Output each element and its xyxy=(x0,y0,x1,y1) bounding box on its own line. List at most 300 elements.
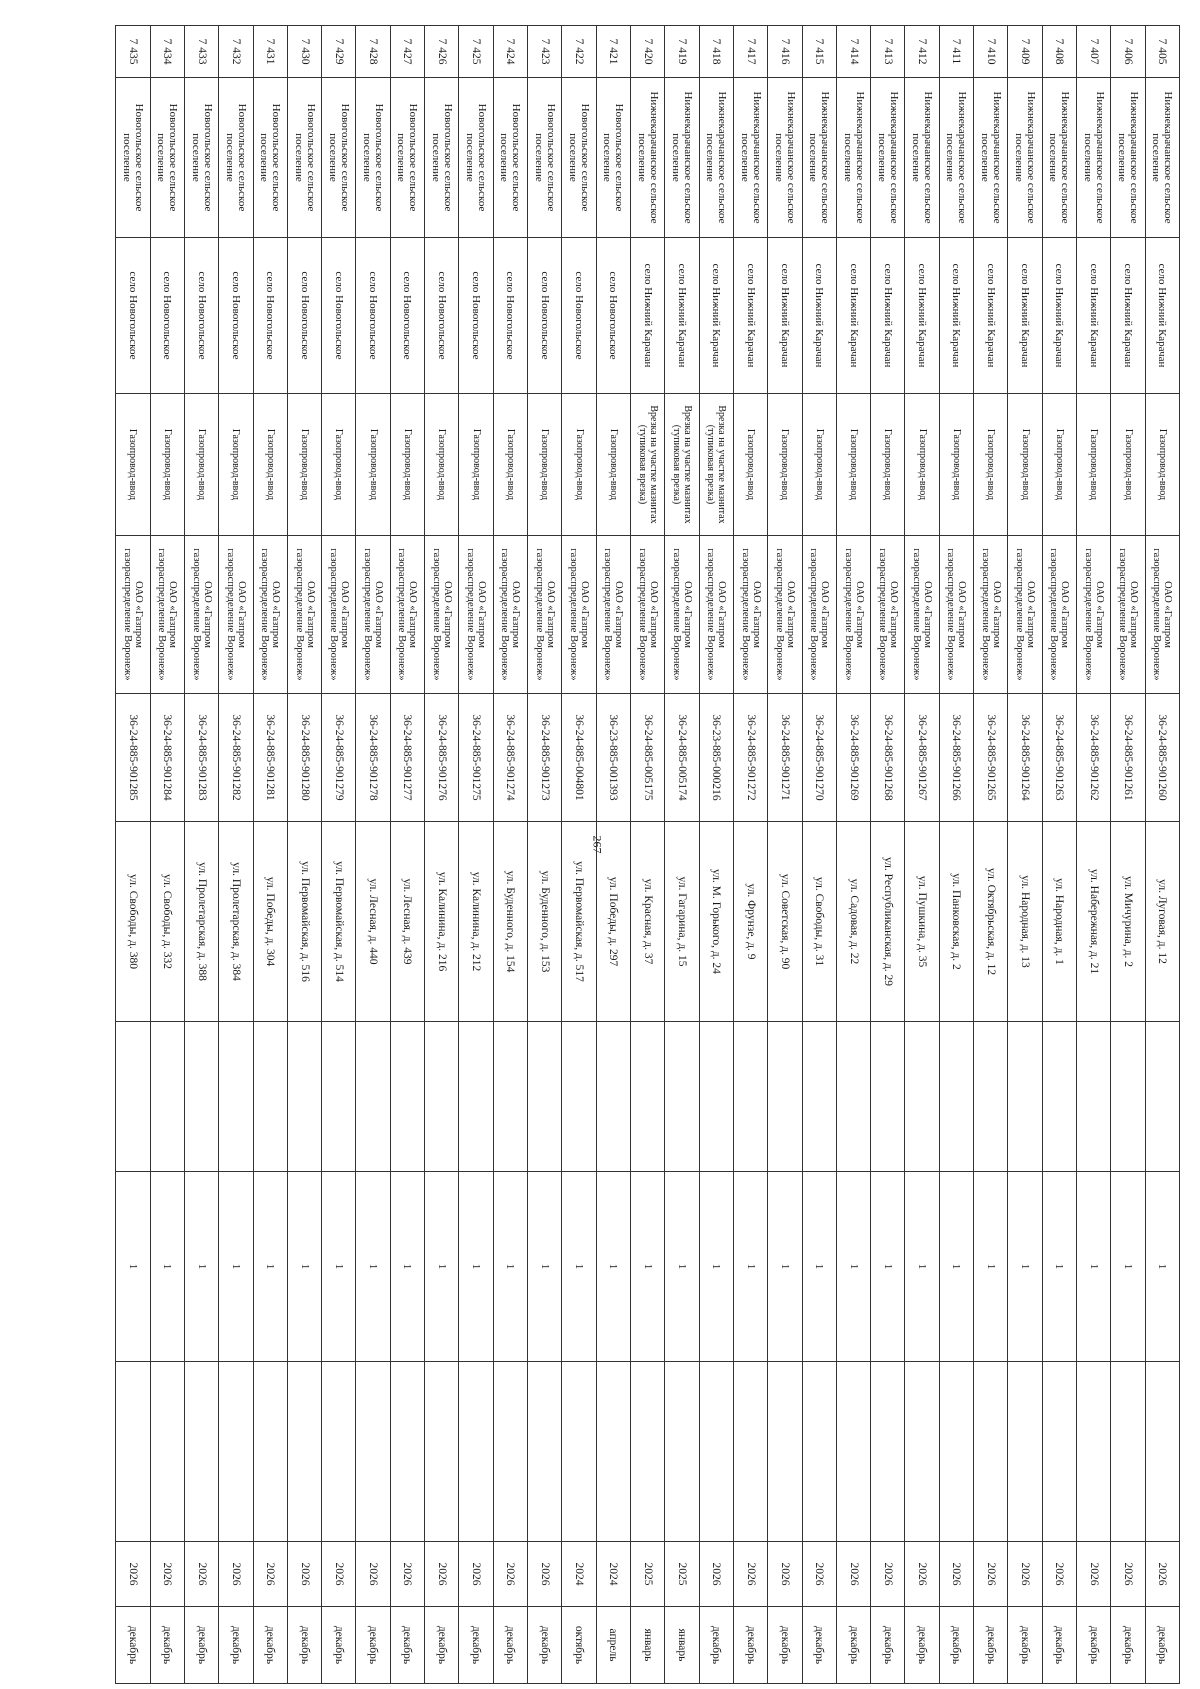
year-cell: 2026 xyxy=(836,1542,870,1607)
settlement-cell: Нижнекарачанское сельское поселение xyxy=(665,78,699,238)
page-number: 267 xyxy=(590,835,605,854)
owner-cell: ОАО «Газпром газораспределение Воронеж» xyxy=(1111,536,1145,694)
year-cell: 2024 xyxy=(562,1542,596,1607)
row-number: 7 417 xyxy=(733,26,767,78)
empty-cell xyxy=(939,1362,973,1542)
empty-cell xyxy=(596,1022,630,1172)
owner-cell: ОАО «Газпром газораспределение Воронеж» xyxy=(1077,536,1111,694)
quantity-cell: 1 xyxy=(390,1172,424,1362)
locality-cell: село Новогольское xyxy=(459,238,493,394)
locality-cell: село Новогольское xyxy=(493,238,527,394)
year-cell: 2026 xyxy=(459,1542,493,1607)
cadastral-number-cell: 36-24-885-901263 xyxy=(1042,694,1076,822)
cadastral-number-cell: 36-24-885-901284 xyxy=(150,694,184,822)
address-cell: ул. Лесная, д. 440 xyxy=(356,822,390,1022)
month-cell: декабрь xyxy=(1042,1607,1076,1684)
cadastral-number-cell: 36-24-885-901275 xyxy=(459,694,493,822)
table-row xyxy=(1042,26,1076,1684)
quantity-cell: 1 xyxy=(768,1172,802,1362)
settlement-cell: Нижнекарачанское сельское поселение xyxy=(733,78,767,238)
settlement-cell: Новогольское сельское поселение xyxy=(528,78,562,238)
address-cell: ул. Победы, д. 297 xyxy=(596,822,630,1022)
locality-cell: село Новогольское xyxy=(116,238,151,394)
settlement-cell: Новогольское сельское поселение xyxy=(219,78,253,238)
owner-cell: ОАО «Газпром газораспределение Воронеж» xyxy=(253,536,287,694)
address-cell: ул. Буденного, д. 154 xyxy=(493,822,527,1022)
year-cell: 2026 xyxy=(219,1542,253,1607)
cadastral-number-cell: 36-24-885-901265 xyxy=(974,694,1008,822)
owner-cell: ОАО «Газпром газораспределение Воронеж» xyxy=(905,536,939,694)
table-row xyxy=(1077,26,1111,1684)
table-row xyxy=(253,26,287,1684)
month-cell: декабрь xyxy=(425,1607,459,1684)
month-cell: декабрь xyxy=(1008,1607,1042,1684)
quantity-cell: 1 xyxy=(665,1172,699,1362)
settlement-cell: Нижнекарачанское сельское поселение xyxy=(974,78,1008,238)
owner-cell: ОАО «Газпром газораспределение Воронеж» xyxy=(562,536,596,694)
row-number: 7 428 xyxy=(356,26,390,78)
year-cell: 2026 xyxy=(493,1542,527,1607)
quantity-cell: 1 xyxy=(1111,1172,1145,1362)
empty-cell xyxy=(459,1022,493,1172)
quantity-cell: 1 xyxy=(871,1172,905,1362)
empty-cell xyxy=(253,1022,287,1172)
empty-cell xyxy=(836,1362,870,1542)
table-row xyxy=(528,26,562,1684)
month-cell: декабрь xyxy=(1145,1607,1179,1684)
locality-cell: село Нижний Карачан xyxy=(1111,238,1145,394)
year-cell: 2026 xyxy=(733,1542,767,1607)
quantity-cell: 1 xyxy=(1008,1172,1042,1362)
locality-cell: село Нижний Карачан xyxy=(733,238,767,394)
quantity-cell: 1 xyxy=(1042,1172,1076,1362)
year-cell: 2026 xyxy=(871,1542,905,1607)
owner-cell: ОАО «Газпром газораспределение Воронеж» xyxy=(116,536,151,694)
cadastral-number-cell: 36-24-885-901269 xyxy=(836,694,870,822)
locality-cell: село Нижний Карачан xyxy=(974,238,1008,394)
object-type-cell: Газопровод-ввод xyxy=(733,394,767,536)
address-cell: ул. Первомайская, д. 517 xyxy=(562,822,596,1022)
table-row xyxy=(974,26,1008,1684)
empty-cell xyxy=(631,1022,665,1172)
row-number: 7 425 xyxy=(459,26,493,78)
quantity-cell: 1 xyxy=(1077,1172,1111,1362)
empty-cell xyxy=(150,1022,184,1172)
locality-cell: село Нижний Карачан xyxy=(802,238,836,394)
month-cell: декабрь xyxy=(253,1607,287,1684)
cadastral-number-cell: 36-23-885-001393 xyxy=(596,694,630,822)
settlement-cell: Нижнекарачанское сельское поселение xyxy=(871,78,905,238)
empty-cell xyxy=(802,1362,836,1542)
cadastral-number-cell: 36-24-885-901281 xyxy=(253,694,287,822)
address-cell: ул. Октябрьская, д. 12 xyxy=(974,822,1008,1022)
table-row xyxy=(1111,26,1145,1684)
address-cell: ул. Свободы, д. 31 xyxy=(802,822,836,1022)
cadastral-number-cell: 36-24-885-901283 xyxy=(184,694,218,822)
settlement-cell: Новогольское сельское поселение xyxy=(253,78,287,238)
year-cell: 2026 xyxy=(1008,1542,1042,1607)
locality-cell: село Новогольское xyxy=(150,238,184,394)
settlement-cell: Новогольское сельское поселение xyxy=(150,78,184,238)
year-cell: 2025 xyxy=(665,1542,699,1607)
month-cell: декабрь xyxy=(219,1607,253,1684)
cadastral-number-cell: 36-24-885-901262 xyxy=(1077,694,1111,822)
empty-cell xyxy=(1145,1362,1179,1542)
cadastral-number-cell: 36-24-885-005175 xyxy=(631,694,665,822)
row-number: 7 406 xyxy=(1111,26,1145,78)
owner-cell: ОАО «Газпром газораспределение Воронеж» xyxy=(733,536,767,694)
quantity-cell: 1 xyxy=(287,1172,321,1362)
row-number: 7 431 xyxy=(253,26,287,78)
empty-cell xyxy=(1042,1362,1076,1542)
month-cell: декабрь xyxy=(974,1607,1008,1684)
object-type-cell: Газопровод-ввод xyxy=(802,394,836,536)
object-type-cell: Газопровод-ввод xyxy=(287,394,321,536)
year-cell: 2026 xyxy=(390,1542,424,1607)
table-row xyxy=(871,26,905,1684)
empty-cell xyxy=(219,1362,253,1542)
locality-cell: село Новогольское xyxy=(253,238,287,394)
empty-cell xyxy=(150,1362,184,1542)
owner-cell: ОАО «Газпром газораспределение Воронеж» xyxy=(665,536,699,694)
table-row xyxy=(562,26,596,1684)
address-cell: ул. Пушкина, д. 35 xyxy=(905,822,939,1022)
quantity-cell: 1 xyxy=(219,1172,253,1362)
year-cell: 2026 xyxy=(974,1542,1008,1607)
year-cell: 2026 xyxy=(253,1542,287,1607)
month-cell: декабрь xyxy=(287,1607,321,1684)
cadastral-number-cell: 36-24-885-901272 xyxy=(733,694,767,822)
month-cell: апрель xyxy=(596,1607,630,1684)
owner-cell: ОАО «Газпром газораспределение Воронеж» xyxy=(1042,536,1076,694)
settlement-cell: Новогольское сельское поселение xyxy=(287,78,321,238)
locality-cell: село Нижний Карачан xyxy=(905,238,939,394)
empty-cell xyxy=(528,1362,562,1542)
cadastral-number-cell: 36-24-885-901277 xyxy=(390,694,424,822)
address-cell: ул. Фрунзе, д. 9 xyxy=(733,822,767,1022)
year-cell: 2026 xyxy=(425,1542,459,1607)
locality-cell: село Нижний Карачан xyxy=(699,238,733,394)
year-cell: 2026 xyxy=(905,1542,939,1607)
address-cell: ул. Луговая, д. 12 xyxy=(1145,822,1179,1022)
object-type-cell: Газопровод-ввод xyxy=(871,394,905,536)
settlement-cell: Новогольское сельское поселение xyxy=(116,78,151,238)
row-number: 7 411 xyxy=(939,26,973,78)
locality-cell: село Новогольское xyxy=(322,238,356,394)
table-row xyxy=(390,26,424,1684)
empty-cell xyxy=(184,1362,218,1542)
table-row xyxy=(733,26,767,1684)
table-row xyxy=(219,26,253,1684)
quantity-cell: 1 xyxy=(562,1172,596,1362)
empty-cell xyxy=(665,1362,699,1542)
year-cell: 2026 xyxy=(699,1542,733,1607)
row-number: 7 426 xyxy=(425,26,459,78)
row-number: 7 413 xyxy=(871,26,905,78)
object-type-cell: Газопровод-ввод xyxy=(493,394,527,536)
empty-cell xyxy=(939,1022,973,1172)
row-number: 7 414 xyxy=(836,26,870,78)
year-cell: 2026 xyxy=(287,1542,321,1607)
settlement-cell: Новогольское сельское поселение xyxy=(459,78,493,238)
settlement-cell: Новогольское сельское поселение xyxy=(596,78,630,238)
month-cell: декабрь xyxy=(733,1607,767,1684)
empty-cell xyxy=(1077,1362,1111,1542)
row-number: 7 412 xyxy=(905,26,939,78)
object-type-cell: Газопровод-ввод xyxy=(939,394,973,536)
month-cell: декабрь xyxy=(905,1607,939,1684)
cadastral-number-cell: 36-24-885-901274 xyxy=(493,694,527,822)
table-row xyxy=(939,26,973,1684)
year-cell: 2025 xyxy=(631,1542,665,1607)
month-cell: декабрь xyxy=(184,1607,218,1684)
settlement-cell: Нижнекарачанское сельское поселение xyxy=(905,78,939,238)
quantity-cell: 1 xyxy=(253,1172,287,1362)
row-number: 7 416 xyxy=(768,26,802,78)
empty-cell xyxy=(562,1022,596,1172)
object-type-cell: Газопровод-ввод xyxy=(1145,394,1179,536)
address-cell: ул. Мичурина, д. 2 xyxy=(1111,822,1145,1022)
object-type-cell: Газопровод-ввод xyxy=(322,394,356,536)
object-type-cell: Газопровод-ввод xyxy=(219,394,253,536)
empty-cell xyxy=(425,1022,459,1172)
quantity-cell: 1 xyxy=(322,1172,356,1362)
month-cell: декабрь xyxy=(459,1607,493,1684)
empty-cell xyxy=(493,1022,527,1172)
locality-cell: село Нижний Карачан xyxy=(1077,238,1111,394)
locality-cell: село Новогольское xyxy=(390,238,424,394)
object-type-cell: Газопровод-ввод xyxy=(390,394,424,536)
row-number: 7 432 xyxy=(219,26,253,78)
address-cell: ул. Лесная, д. 439 xyxy=(390,822,424,1022)
table-row xyxy=(459,26,493,1684)
year-cell: 2026 xyxy=(1111,1542,1145,1607)
address-cell: ул. Калинина, д. 212 xyxy=(459,822,493,1022)
object-type-cell: Газопровод-ввод xyxy=(562,394,596,536)
month-cell: декабрь xyxy=(836,1607,870,1684)
table-row xyxy=(836,26,870,1684)
address-cell: ул. Народная, д. 13 xyxy=(1008,822,1042,1022)
address-cell: ул. Гагарина, д. 15 xyxy=(665,822,699,1022)
settlement-cell: Нижнекарачанское сельское поселение xyxy=(1077,78,1111,238)
quantity-cell: 1 xyxy=(596,1172,630,1362)
quantity-cell: 1 xyxy=(905,1172,939,1362)
empty-cell xyxy=(1111,1362,1145,1542)
table-row xyxy=(768,26,802,1684)
table-row xyxy=(631,26,665,1684)
settlement-cell: Нижнекарачанское сельское поселение xyxy=(1008,78,1042,238)
year-cell: 2026 xyxy=(150,1542,184,1607)
row-number: 7 407 xyxy=(1077,26,1111,78)
table-row xyxy=(356,26,390,1684)
owner-cell: ОАО «Газпром газораспределение Воронеж» xyxy=(219,536,253,694)
owner-cell: ОАО «Газпром газораспределение Воронеж» xyxy=(836,536,870,694)
cadastral-number-cell: 36-24-885-901268 xyxy=(871,694,905,822)
empty-cell xyxy=(1042,1022,1076,1172)
settlement-cell: Новогольское сельское поселение xyxy=(425,78,459,238)
object-type-cell: Газопровод-ввод xyxy=(425,394,459,536)
table-row xyxy=(116,26,151,1684)
address-cell: ул. Свободы, д. 332 xyxy=(150,822,184,1022)
cadastral-number-cell: 36-24-885-901279 xyxy=(322,694,356,822)
address-cell: ул. Калинина, д. 216 xyxy=(425,822,459,1022)
cadastral-number-cell: 36-24-885-901273 xyxy=(528,694,562,822)
object-type-cell: Газопровод-ввод xyxy=(1042,394,1076,536)
locality-cell: село Новогольское xyxy=(425,238,459,394)
empty-cell xyxy=(871,1022,905,1172)
address-cell: ул. Буденного, д. 153 xyxy=(528,822,562,1022)
object-type-cell: Газопровод-ввод xyxy=(253,394,287,536)
year-cell: 2026 xyxy=(1077,1542,1111,1607)
table-row xyxy=(699,26,733,1684)
year-cell: 2026 xyxy=(528,1542,562,1607)
settlement-cell: Нижнекарачанское сельское поселение xyxy=(802,78,836,238)
empty-cell xyxy=(116,1022,151,1172)
locality-cell: село Новогольское xyxy=(287,238,321,394)
locality-cell: село Новогольское xyxy=(562,238,596,394)
empty-cell xyxy=(356,1362,390,1542)
empty-cell xyxy=(528,1022,562,1172)
empty-cell xyxy=(116,1362,151,1542)
empty-cell xyxy=(322,1022,356,1172)
empty-cell xyxy=(905,1022,939,1172)
table-row xyxy=(596,26,630,1684)
address-cell: ул. Республиканская, д. 29 xyxy=(871,822,905,1022)
owner-cell: ОАО «Газпром газораспределение Воронеж» xyxy=(184,536,218,694)
locality-cell: село Нижний Карачан xyxy=(1145,238,1179,394)
register-sheet xyxy=(115,25,1180,1683)
month-cell: декабрь xyxy=(939,1607,973,1684)
empty-cell xyxy=(390,1022,424,1172)
year-cell: 2024 xyxy=(596,1542,630,1607)
year-cell: 2026 xyxy=(768,1542,802,1607)
object-type-cell: Газопровод-ввод xyxy=(1008,394,1042,536)
object-type-cell: Врезка на участке мазнитах (тупиковая врезка) xyxy=(631,394,665,536)
month-cell: декабрь xyxy=(150,1607,184,1684)
locality-cell: село Новогольское xyxy=(219,238,253,394)
quantity-cell: 1 xyxy=(836,1172,870,1362)
cadastral-number-cell: 36-24-885-901261 xyxy=(1111,694,1145,822)
locality-cell: село Нижний Карачан xyxy=(665,238,699,394)
table-row xyxy=(802,26,836,1684)
owner-cell: ОАО «Газпром газораспределение Воронеж» xyxy=(974,536,1008,694)
owner-cell: ОАО «Газпром газораспределение Воронеж» xyxy=(150,536,184,694)
month-cell: январь xyxy=(665,1607,699,1684)
empty-cell xyxy=(974,1022,1008,1172)
owner-cell: ОАО «Газпром газораспределение Воронеж» xyxy=(493,536,527,694)
cadastral-number-cell: 36-23-885-000216 xyxy=(699,694,733,822)
quantity-cell: 1 xyxy=(150,1172,184,1362)
owner-cell: ОАО «Газпром газораспределение Воронеж» xyxy=(287,536,321,694)
object-type-cell: Газопровод-ввод xyxy=(184,394,218,536)
month-cell: декабрь xyxy=(390,1607,424,1684)
empty-cell xyxy=(733,1362,767,1542)
locality-cell: село Нижний Карачан xyxy=(871,238,905,394)
month-cell: декабрь xyxy=(493,1607,527,1684)
settlement-cell: Нижнекарачанское сельское поселение xyxy=(836,78,870,238)
register-table xyxy=(115,25,1180,1684)
quantity-cell: 1 xyxy=(1145,1172,1179,1362)
row-number: 7 433 xyxy=(184,26,218,78)
cadastral-number-cell: 36-24-885-901264 xyxy=(1008,694,1042,822)
address-cell: ул. Народная, д. 1 xyxy=(1042,822,1076,1022)
month-cell: декабрь xyxy=(1077,1607,1111,1684)
owner-cell: ОАО «Газпром газораспределение Воронеж» xyxy=(596,536,630,694)
address-cell: ул. Пролетарская, д. 384 xyxy=(219,822,253,1022)
empty-cell xyxy=(733,1022,767,1172)
settlement-cell: Нижнекарачанское сельское поселение xyxy=(1042,78,1076,238)
address-cell: ул. Свободы, д. 380 xyxy=(116,822,151,1022)
locality-cell: село Новогольское xyxy=(528,238,562,394)
object-type-cell: Газопровод-ввод xyxy=(596,394,630,536)
empty-cell xyxy=(356,1022,390,1172)
month-cell: декабрь xyxy=(116,1607,151,1684)
row-number: 7 429 xyxy=(322,26,356,78)
address-cell: ул. Первомайская, д. 514 xyxy=(322,822,356,1022)
empty-cell xyxy=(1008,1022,1042,1172)
table-row xyxy=(287,26,321,1684)
row-number: 7 424 xyxy=(493,26,527,78)
owner-cell: ОАО «Газпром газораспределение Воронеж» xyxy=(356,536,390,694)
empty-cell xyxy=(1008,1362,1042,1542)
empty-cell xyxy=(768,1362,802,1542)
address-cell: ул. Садовая, д. 22 xyxy=(836,822,870,1022)
cadastral-number-cell: 36-24-885-901270 xyxy=(802,694,836,822)
empty-cell xyxy=(768,1022,802,1172)
object-type-cell: Газопровод-ввод xyxy=(459,394,493,536)
quantity-cell: 1 xyxy=(184,1172,218,1362)
cadastral-number-cell: 36-24-885-901267 xyxy=(905,694,939,822)
object-type-cell: Врезка на участке мазнитах (тупиковая врезка) xyxy=(699,394,733,536)
locality-cell: село Новогольское xyxy=(356,238,390,394)
cadastral-number-cell: 36-24-885-901276 xyxy=(425,694,459,822)
empty-cell xyxy=(836,1022,870,1172)
empty-cell xyxy=(974,1362,1008,1542)
owner-cell: ОАО «Газпром газораспределение Воронеж» xyxy=(631,536,665,694)
year-cell: 2026 xyxy=(322,1542,356,1607)
address-cell: ул. Панковская, д. 2 xyxy=(939,822,973,1022)
empty-cell xyxy=(1077,1022,1111,1172)
year-cell: 2026 xyxy=(356,1542,390,1607)
settlement-cell: Новогольское сельское поселение xyxy=(322,78,356,238)
owner-cell: ОАО «Газпром газораспределение Воронеж» xyxy=(459,536,493,694)
locality-cell: село Нижний Карачан xyxy=(1008,238,1042,394)
empty-cell xyxy=(905,1362,939,1542)
object-type-cell: Газопровод-ввод xyxy=(150,394,184,536)
month-cell: декабрь xyxy=(322,1607,356,1684)
empty-cell xyxy=(699,1022,733,1172)
object-type-cell: Врезка на участке мазнитах (тупиковая врезка) xyxy=(665,394,699,536)
empty-cell xyxy=(287,1362,321,1542)
locality-cell: село Нижний Карачан xyxy=(939,238,973,394)
month-cell: декабрь xyxy=(802,1607,836,1684)
quantity-cell: 1 xyxy=(528,1172,562,1362)
cadastral-number-cell: 36-24-885-901280 xyxy=(287,694,321,822)
table-row xyxy=(1008,26,1042,1684)
address-cell: ул. Советская, д. 90 xyxy=(768,822,802,1022)
cadastral-number-cell: 36-24-885-901278 xyxy=(356,694,390,822)
table-row xyxy=(905,26,939,1684)
cadastral-number-cell: 36-24-885-901266 xyxy=(939,694,973,822)
row-number: 7 409 xyxy=(1008,26,1042,78)
empty-cell xyxy=(322,1362,356,1542)
empty-cell xyxy=(425,1362,459,1542)
quantity-cell: 1 xyxy=(974,1172,1008,1362)
object-type-cell: Газопровод-ввод xyxy=(836,394,870,536)
row-number: 7 410 xyxy=(974,26,1008,78)
address-cell: ул. Победы, д. 304 xyxy=(253,822,287,1022)
object-type-cell: Газопровод-ввод xyxy=(768,394,802,536)
